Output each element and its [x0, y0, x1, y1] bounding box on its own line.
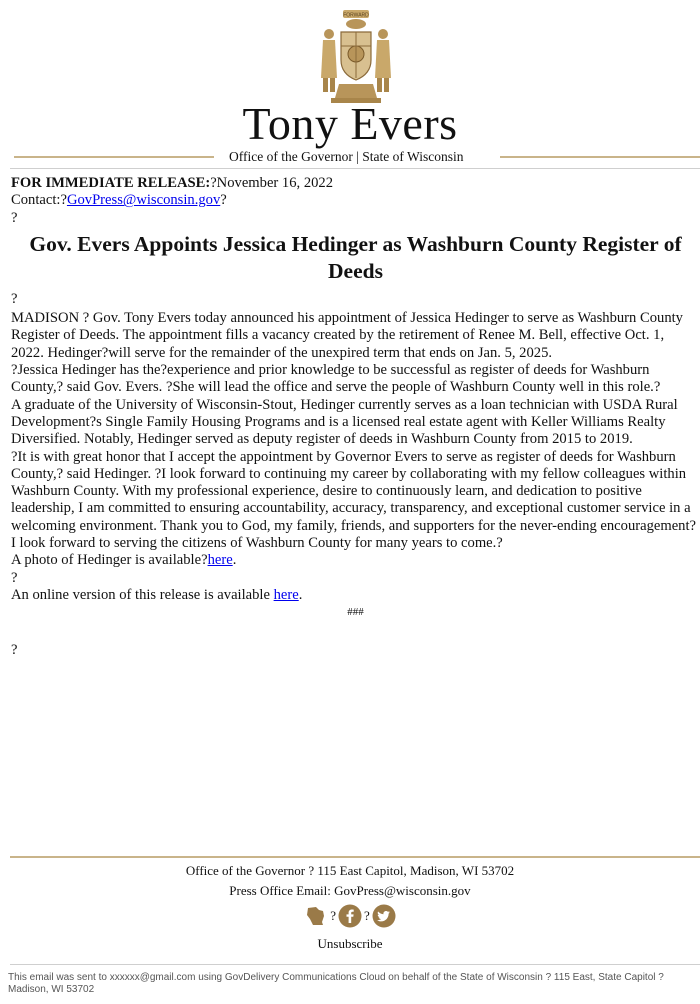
contact-suffix: ? [220, 192, 227, 209]
photo-line [11, 552, 700, 569]
photo-link[interactable]: here [207, 552, 233, 569]
svg-text:FORWARD: FORWARD [343, 12, 369, 19]
contact-email-link[interactable]: GovPress@wisconsin.gov [66, 192, 221, 209]
divider [14, 156, 214, 158]
press-release [11, 175, 700, 659]
photo-suffix: . [232, 552, 237, 569]
footer-address: Office of the Governor ? 115 East Capitol, Madison, WI 53702 [185, 863, 515, 878]
icon-separator: ? [364, 908, 370, 923]
social-links [304, 904, 396, 928]
spacer-text: ? [11, 290, 18, 307]
spacer-text: ? [11, 569, 18, 586]
online-version-link[interactable]: here [273, 586, 299, 603]
release-date: ?November 16, 2022 [210, 175, 334, 191]
wisconsin-seal-icon [313, 8, 399, 106]
paragraph-intro: MADISON ? Gov. Tony Evers today announced his appointment of Jessica Hedinger to serve as Washburn County Register of Deeds. The appointment fills a vacancy created by the retirement of Renee M. Bell, effective Oct. 1, 2022. Hedinger?will serve for the remainder of the unexpired term that ends on Jan. 5, 2025. [11, 310, 683, 361]
online-suffix: . [298, 586, 303, 603]
office-subline [0, 148, 700, 166]
twitter-icon[interactable] [372, 904, 396, 928]
online-line [11, 587, 700, 604]
spacer-text: ? [11, 209, 18, 226]
header [0, 0, 700, 168]
facebook-icon[interactable] [338, 904, 362, 928]
wisconsin-state-icon[interactable] [304, 904, 328, 928]
photo-text: A photo of Hedinger is available? [11, 552, 208, 569]
governor-name: Tony Evers [242, 98, 458, 149]
icon-separator: ? [330, 908, 336, 923]
footer-press-email: Press Office Email: GovPress@wisconsin.gov [229, 883, 471, 898]
footer [0, 862, 700, 953]
unsubscribe-link[interactable]: Unsubscribe [317, 936, 383, 951]
end-mark: ### [347, 606, 364, 619]
paragraph-quote-evers: ?Jessica Hedinger has the?experience and prior knowledge to be successful as register of deeds for Washburn County,? said Gov. Evers. ?She will lead the office and serve the people of Washburn County well in this role.? [11, 362, 661, 396]
paragraph-background: A graduate of the University of Wisconsin-Stout, Hedinger currently serves as a loan technician with USDA Rural Development?s Single Family Housing Programs and is a licensed real estate agent with Keller Williams Realty Diversified. Notably, Hedinger served as deputy register of deeds in Washburn County from 2015 to 2019. [11, 396, 678, 448]
divider [10, 964, 700, 965]
divider [10, 856, 700, 858]
divider [10, 168, 700, 169]
online-text: An online version of this release is available [11, 586, 274, 603]
paragraph-quote-hedinger: ?It is with great honor that I accept the appointment by Governor Evers to serve as register of deeds for Washburn County,? said Hedinger. ?I look forward to continuing my career by collaborating with my fellow colleagues within Washburn County. With my professional experience, desire to continuously learn, and dedication to positive leadership, I am committed to ensuring accountability, accuracy, transparency, and exceptional customer service in a welcoming environment. Thank you to God, my family, friends, and supporters for the never-ending encouragement?I look forward to serving the citizens of Washburn County for many years to come.? [11, 448, 697, 552]
spacer-text: ? [11, 641, 18, 658]
release-title: Gov. Evers Appoints Jessica Hedinger as Washburn County Register of Deeds [29, 231, 682, 283]
divider [500, 156, 700, 158]
fine-print: This email was sent to xxxxxx@gmail.com using GovDelivery Communications Cloud on behalf of the State of Wisconsin ? 115 East, State Capitol ? Madison, WI 53702 [8, 972, 664, 995]
contact-label: Contact:? [11, 192, 67, 209]
release-label: FOR IMMEDIATE RELEASE: [11, 175, 211, 191]
contact-line [11, 192, 700, 209]
office-title: Office of the Governor | State of Wisconsin [229, 149, 464, 164]
release-line [11, 175, 700, 192]
